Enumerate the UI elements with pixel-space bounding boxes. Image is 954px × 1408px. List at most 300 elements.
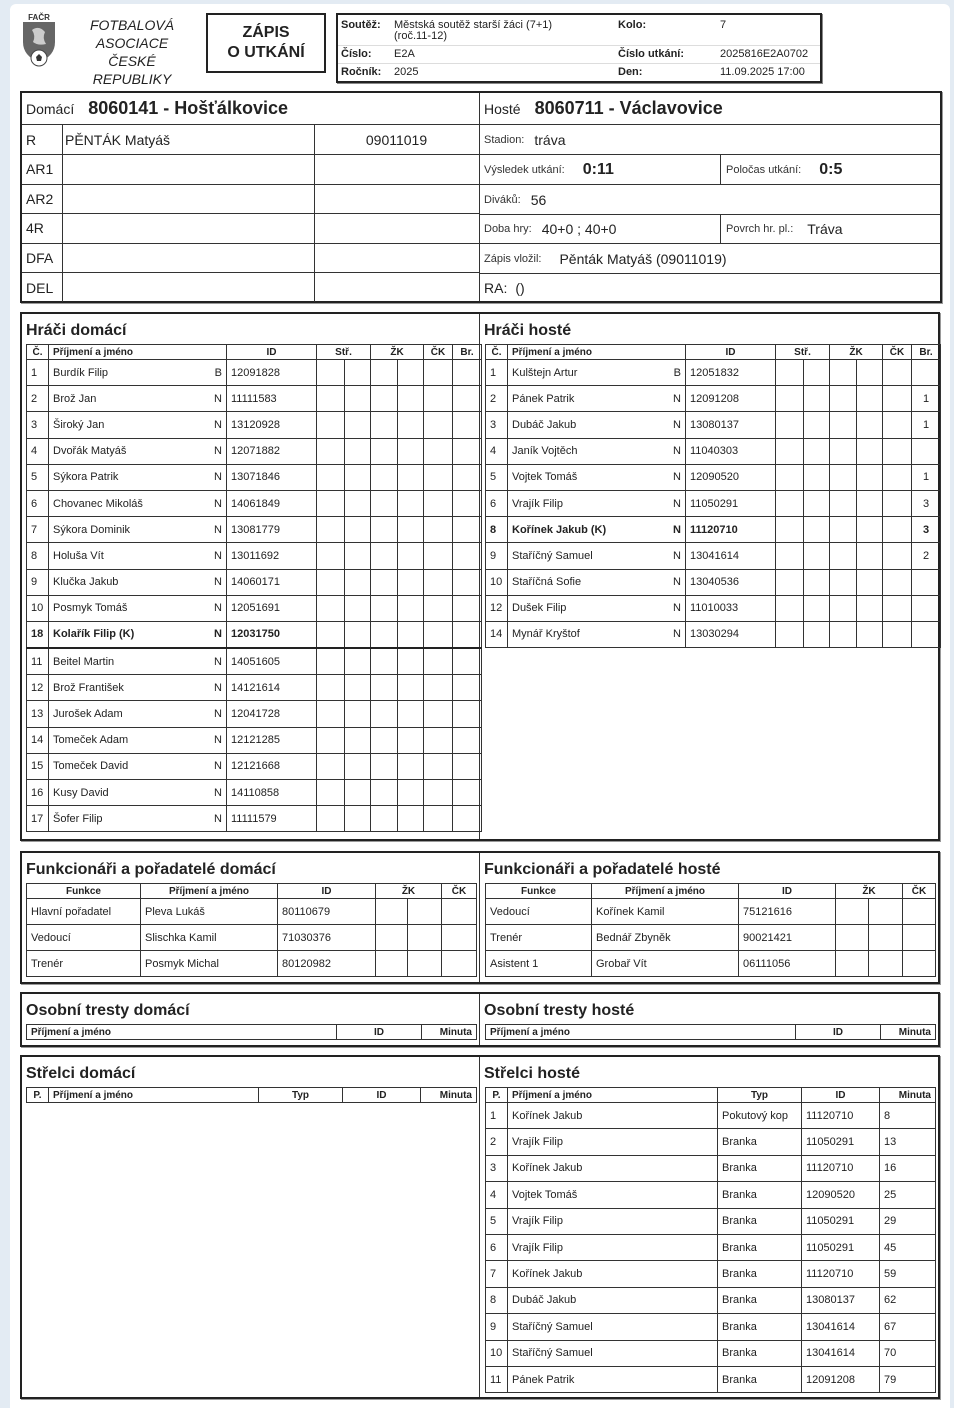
player-number: 1 — [27, 360, 49, 386]
player-stat-cell — [345, 360, 371, 386]
player-number: 7 — [27, 517, 49, 543]
player-id: 13120928 — [227, 412, 317, 438]
col-header-goals: Stř. — [776, 345, 830, 360]
player-id: 12031750 — [227, 621, 317, 648]
player-stat-cell — [857, 490, 883, 516]
player-stat-cell — [424, 701, 453, 727]
scorer-minute: 67 — [880, 1314, 936, 1340]
player-row — [27, 701, 482, 727]
player-stat-cell — [424, 648, 453, 675]
player-stat-cell — [398, 621, 424, 648]
player-name-cell — [508, 490, 686, 516]
player-goals-br: 3 — [912, 490, 941, 516]
col-header-minute: Minuta — [880, 1088, 936, 1103]
player-name-cell — [49, 386, 227, 412]
player-name: Tomeček Adam — [53, 734, 129, 747]
player-stat-cell — [398, 360, 424, 386]
player-name: Janík Vojtěch — [512, 445, 578, 458]
scorer-row — [486, 1287, 936, 1313]
player-number: 12 — [27, 675, 49, 701]
player-goals-br — [453, 753, 482, 779]
player-stat-cell — [398, 543, 424, 569]
player-goals-br — [453, 780, 482, 806]
home-scorers-title: Střelci domácí — [26, 1065, 136, 1082]
col-header-id: ID — [278, 884, 376, 899]
scorer-name: Vrajík Filip — [508, 1234, 718, 1260]
official-row-ar1 — [22, 155, 479, 185]
player-number: 5 — [486, 464, 508, 490]
player-number: 6 — [486, 490, 508, 516]
player-type: N — [214, 655, 222, 668]
player-stat-cell — [776, 621, 804, 647]
player-name-cell — [49, 569, 227, 595]
scorers-section — [20, 1055, 940, 1399]
player-stat-cell — [883, 386, 912, 412]
staff-card-cell — [408, 951, 442, 977]
player-name-cell — [508, 360, 686, 386]
player-stat-cell — [830, 621, 857, 647]
player-type: N — [673, 549, 681, 562]
player-stat-cell — [345, 753, 371, 779]
col-header-no: Č. — [486, 345, 508, 360]
player-name: Šofer Filip — [53, 812, 103, 825]
scorer-minute: 79 — [880, 1366, 936, 1392]
scorer-row — [486, 1234, 936, 1260]
player-stat-cell — [424, 438, 453, 464]
home-players-title: Hráči domácí — [26, 322, 127, 339]
player-name: Sýkora Dominik — [53, 523, 131, 536]
player-stat-cell — [317, 569, 345, 595]
staff-function: Trenér — [486, 925, 592, 951]
scorer-type: Branka — [718, 1261, 802, 1287]
player-name: Beitel Martin — [53, 655, 115, 668]
player-stat-cell — [883, 464, 912, 490]
players-header-row — [486, 345, 941, 360]
scorer-row — [486, 1208, 936, 1234]
player-row — [27, 412, 482, 438]
player-stat-cell — [317, 727, 345, 753]
player-name-cell — [508, 543, 686, 569]
home-players-table — [26, 344, 482, 832]
player-goals-br: 1 — [912, 412, 941, 438]
staff-name: Posmyk Michal — [141, 951, 278, 977]
player-stat-cell — [317, 490, 345, 516]
player-stat-cell — [345, 517, 371, 543]
scorer-id: 11050291 — [802, 1129, 880, 1155]
player-stat-cell — [371, 727, 398, 753]
player-goals-br: 1 — [912, 464, 941, 490]
player-id: 11111583 — [227, 386, 317, 412]
player-id: 12091208 — [686, 386, 776, 412]
player-stat-cell — [345, 621, 371, 648]
staff-card-cell — [442, 925, 477, 951]
player-name-cell — [49, 543, 227, 569]
player-stat-cell — [804, 517, 830, 543]
col-header-name: Příjmení a jméno — [49, 345, 227, 360]
scorer-type: Pokutový kop — [718, 1103, 802, 1129]
player-name: Dušek Filip — [512, 602, 567, 615]
player-stat-cell — [371, 490, 398, 516]
player-row — [27, 464, 482, 490]
player-name: Brož Jan — [53, 392, 97, 405]
players-header-row — [27, 345, 482, 360]
player-name: Staříčná Sofie — [512, 576, 582, 589]
entered-by-row — [480, 244, 940, 274]
doc-title-line: O UTKÁNÍ — [227, 44, 305, 61]
scorer-order: 1 — [486, 1103, 508, 1129]
player-stat-cell — [345, 648, 371, 675]
scorer-id: 11050291 — [802, 1234, 880, 1260]
player-stat-cell — [398, 517, 424, 543]
player-stat-cell — [371, 621, 398, 648]
player-row — [27, 675, 482, 701]
player-stat-cell — [398, 648, 424, 675]
spectators-value: 56 — [530, 191, 547, 208]
scorer-minute: 29 — [880, 1208, 936, 1234]
official-id — [314, 273, 479, 302]
official-row-4r — [22, 214, 479, 244]
player-id: 12091828 — [227, 360, 317, 386]
player-stat-cell — [398, 675, 424, 701]
scorer-minute: 59 — [880, 1261, 936, 1287]
player-number: 4 — [486, 438, 508, 464]
col-header-id: ID — [739, 884, 836, 899]
official-role: DFA — [26, 249, 54, 266]
player-row — [27, 621, 482, 648]
scorer-minute: 25 — [880, 1182, 936, 1208]
player-name-cell — [49, 753, 227, 779]
player-row — [27, 595, 482, 621]
player-number: 9 — [486, 543, 508, 569]
player-stat-cell — [804, 490, 830, 516]
staff-function: Trenér — [27, 951, 141, 977]
scorer-type: Branka — [718, 1155, 802, 1181]
player-stat-cell — [371, 360, 398, 386]
player-stat-cell — [776, 569, 804, 595]
player-number: 2 — [27, 386, 49, 412]
player-number: 1 — [486, 360, 508, 386]
player-goals-br — [453, 569, 482, 595]
player-row — [27, 648, 482, 675]
scorer-name: Pánek Patrik — [508, 1366, 718, 1392]
player-stat-cell — [371, 701, 398, 727]
player-type: N — [214, 576, 222, 589]
player-row — [486, 569, 941, 595]
col-header-minute: Minuta — [422, 1025, 477, 1040]
staff-name: Slischka Kamil — [141, 925, 278, 951]
player-name-cell — [49, 806, 227, 832]
player-stat-cell — [883, 490, 912, 516]
ra-label: RA: — [484, 279, 508, 296]
scorer-order: 10 — [486, 1340, 508, 1366]
player-stat-cell — [830, 595, 857, 621]
scorer-minute: 8 — [880, 1103, 936, 1129]
scorer-order: 7 — [486, 1261, 508, 1287]
away-scorers-table — [485, 1087, 936, 1393]
player-type: N — [673, 392, 681, 405]
player-stat-cell — [883, 569, 912, 595]
player-stat-cell — [345, 386, 371, 412]
player-name-cell — [49, 621, 227, 648]
ra-row — [480, 273, 940, 302]
player-stat-cell — [317, 648, 345, 675]
scorer-name: Kořínek Jakub — [508, 1155, 718, 1181]
home-team-name: 8060141 - Hošťálkovice — [88, 98, 288, 118]
scorer-id: 12091208 — [802, 1366, 880, 1392]
result-value: 0:11 — [582, 160, 614, 178]
col-header-red: ČK — [424, 345, 453, 360]
player-name-cell — [508, 438, 686, 464]
rocnik-label: Ročník: — [341, 66, 382, 78]
staff-row — [486, 925, 936, 951]
ra-value: () — [515, 279, 525, 296]
player-stat-cell — [371, 386, 398, 412]
player-name-cell — [49, 595, 227, 621]
col-header-function: Funkce — [486, 884, 592, 899]
cislo-utkani-value: 2025816E2A0702 — [720, 48, 809, 60]
staff-function: Vedoucí — [486, 899, 592, 925]
home-penalties-title: Osobní tresty domácí — [26, 1002, 190, 1019]
scorer-order: 3 — [486, 1155, 508, 1181]
player-row — [486, 595, 941, 621]
player-id: 14061849 — [227, 490, 317, 516]
col-header-goals: Stř. — [317, 345, 371, 360]
col-header-id: ID — [796, 1025, 881, 1040]
player-type: N — [214, 445, 222, 458]
player-stat-cell — [883, 543, 912, 569]
col-header-no: P. — [486, 1088, 508, 1103]
player-stat-cell — [776, 543, 804, 569]
staff-id: 06111056 — [739, 951, 836, 977]
scorer-id: 13041614 — [802, 1314, 880, 1340]
document-title — [206, 13, 326, 73]
player-stat-cell — [371, 780, 398, 806]
soutez-value-2: (roč.11-12) — [394, 30, 447, 42]
player-type: N — [673, 471, 681, 484]
player-stat-cell — [830, 490, 857, 516]
player-stat-cell — [317, 517, 345, 543]
player-stat-cell — [317, 701, 345, 727]
cislo-label: Číslo: — [341, 48, 372, 60]
scorer-name: Staříčný Samuel — [508, 1314, 718, 1340]
player-goals-br — [912, 569, 941, 595]
staff-function: Hlavní pořadatel — [27, 899, 141, 925]
player-goals-br — [453, 727, 482, 753]
player-stat-cell — [830, 386, 857, 412]
staff-name: Bednář Zbyněk — [592, 925, 739, 951]
staff-card-cell — [442, 951, 477, 977]
player-name-cell — [508, 595, 686, 621]
staff-card-cell — [376, 951, 408, 977]
staff-name: Pleva Lukáš — [141, 899, 278, 925]
player-id: 11050291 — [686, 490, 776, 516]
player-name: Tomeček David — [53, 760, 129, 773]
player-row — [27, 753, 482, 779]
player-type: N — [673, 576, 681, 589]
col-header-br: Br. — [912, 345, 941, 360]
player-row — [486, 621, 941, 647]
entered-by-label: Zápis vložil: — [484, 252, 542, 265]
player-row — [27, 438, 482, 464]
player-name-cell — [508, 386, 686, 412]
player-name: Široký Jan — [53, 418, 105, 431]
spectators-label: Diváků: — [484, 193, 521, 206]
player-stat-cell — [776, 360, 804, 386]
soutez-value: Městská soutěž starší žáci (7+1) — [394, 19, 553, 31]
stadion-label: Stadion: — [484, 133, 525, 146]
player-row — [27, 490, 482, 516]
player-stat-cell — [317, 386, 345, 412]
player-stat-cell — [804, 464, 830, 490]
player-row — [486, 360, 941, 386]
player-stat-cell — [424, 490, 453, 516]
player-id: 12121668 — [227, 753, 317, 779]
player-type: N — [214, 760, 222, 773]
player-stat-cell — [776, 464, 804, 490]
scorer-order: 2 — [486, 1129, 508, 1155]
scorer-type: Branka — [718, 1366, 802, 1392]
player-stat-cell — [345, 569, 371, 595]
soutez-label: Soutěž: — [341, 19, 381, 31]
player-name: Vrajík Filip — [512, 497, 563, 510]
player-id: 11010033 — [686, 595, 776, 621]
player-stat-cell — [371, 412, 398, 438]
scorer-name: Dubáč Jakub — [508, 1287, 718, 1313]
player-goals-br: 3 — [912, 517, 941, 543]
player-name: Burdík Filip — [53, 366, 109, 379]
player-stat-cell — [371, 595, 398, 621]
scorer-order: 9 — [486, 1314, 508, 1340]
player-row — [486, 543, 941, 569]
player-goals-br: 1 — [912, 386, 941, 412]
scorer-type: Branka — [718, 1314, 802, 1340]
staff-id: 71030376 — [278, 925, 376, 951]
kolo-value: 7 — [720, 19, 727, 31]
player-row — [27, 806, 482, 832]
scorer-type: Branka — [718, 1182, 802, 1208]
player-row — [486, 438, 941, 464]
away-scorers-title: Střelci hosté — [484, 1065, 581, 1082]
player-stat-cell — [345, 412, 371, 438]
player-stat-cell — [371, 517, 398, 543]
official-row-dfa — [22, 243, 479, 273]
scorer-type: Branka — [718, 1129, 802, 1155]
player-goals-br — [453, 701, 482, 727]
player-name-cell — [49, 780, 227, 806]
player-type: N — [214, 471, 222, 484]
player-number: 14 — [27, 727, 49, 753]
player-stat-cell — [804, 569, 830, 595]
away-staff-table — [485, 883, 936, 977]
player-stat-cell — [424, 675, 453, 701]
player-stat-cell — [776, 490, 804, 516]
player-type: N — [214, 628, 222, 641]
player-stat-cell — [424, 595, 453, 621]
player-type: N — [214, 786, 222, 799]
player-stat-cell — [830, 464, 857, 490]
staff-card-cell — [408, 899, 442, 925]
player-type: N — [214, 602, 222, 615]
col-header-minute: Minuta — [881, 1025, 936, 1040]
col-header-yellow: ŽK — [836, 884, 903, 899]
col-header-red: ČK — [442, 884, 477, 899]
player-number: 13 — [27, 701, 49, 727]
stadion-value: tráva — [534, 131, 566, 148]
official-id — [314, 184, 479, 213]
col-header-name: Příjmení a jméno — [486, 1025, 796, 1040]
player-id: 12090520 — [686, 464, 776, 490]
official-id — [314, 155, 479, 184]
col-header-no: P. — [27, 1088, 49, 1103]
player-id: 14051605 — [227, 648, 317, 675]
player-stat-cell — [398, 595, 424, 621]
col-header-function: Funkce — [27, 884, 141, 899]
player-stat-cell — [345, 675, 371, 701]
halftime-label: Poločas utkání: — [726, 163, 802, 176]
player-number: 17 — [27, 806, 49, 832]
player-number: 10 — [486, 569, 508, 595]
col-header-minute: Minuta — [421, 1088, 477, 1103]
player-goals-br — [453, 464, 482, 490]
staff-id: 80120982 — [278, 951, 376, 977]
home-penalties-table — [26, 1024, 477, 1040]
player-stat-cell — [857, 464, 883, 490]
player-stat-cell — [830, 569, 857, 595]
player-stat-cell — [776, 412, 804, 438]
player-stat-cell — [776, 517, 804, 543]
scorer-minute: 13 — [880, 1129, 936, 1155]
player-id: 14121614 — [227, 675, 317, 701]
player-id: 11111579 — [227, 806, 317, 832]
player-type: N — [673, 445, 681, 458]
player-id: 13080137 — [686, 412, 776, 438]
player-name: Klučka Jakub — [53, 576, 119, 589]
scorer-id: 13041614 — [802, 1340, 880, 1366]
player-stat-cell — [424, 517, 453, 543]
penalty-header-row — [486, 1025, 936, 1040]
col-header-id: ID — [343, 1088, 421, 1103]
penalties-section — [20, 992, 940, 1047]
player-name: Staříčný Samuel — [512, 549, 593, 562]
player-name-cell — [49, 360, 227, 386]
player-name: Dvořák Matyáš — [53, 445, 127, 458]
player-stat-cell — [371, 464, 398, 490]
player-name: Dubáč Jakub — [512, 418, 577, 431]
player-stat-cell — [424, 543, 453, 569]
player-stat-cell — [830, 412, 857, 438]
player-id: 13030294 — [686, 621, 776, 647]
scorer-type: Branka — [718, 1234, 802, 1260]
player-goals-br — [912, 438, 941, 464]
staff-card-cell — [836, 951, 869, 977]
player-type: N — [214, 708, 222, 721]
col-header-no: Č. — [27, 345, 49, 360]
player-number: 2 — [486, 386, 508, 412]
staff-card-cell — [836, 925, 869, 951]
player-id: 13041614 — [686, 543, 776, 569]
col-header-id: ID — [337, 1025, 422, 1040]
scorer-id: 13080137 — [802, 1287, 880, 1313]
col-header-name: Příjmení a jméno — [508, 345, 686, 360]
player-number: 12 — [486, 595, 508, 621]
player-row — [27, 543, 482, 569]
player-stat-cell — [345, 543, 371, 569]
scorer-id: 11050291 — [802, 1208, 880, 1234]
player-goals-br — [453, 806, 482, 832]
home-scorers-table — [26, 1087, 477, 1103]
player-stat-cell — [857, 517, 883, 543]
staff-row — [27, 951, 477, 977]
